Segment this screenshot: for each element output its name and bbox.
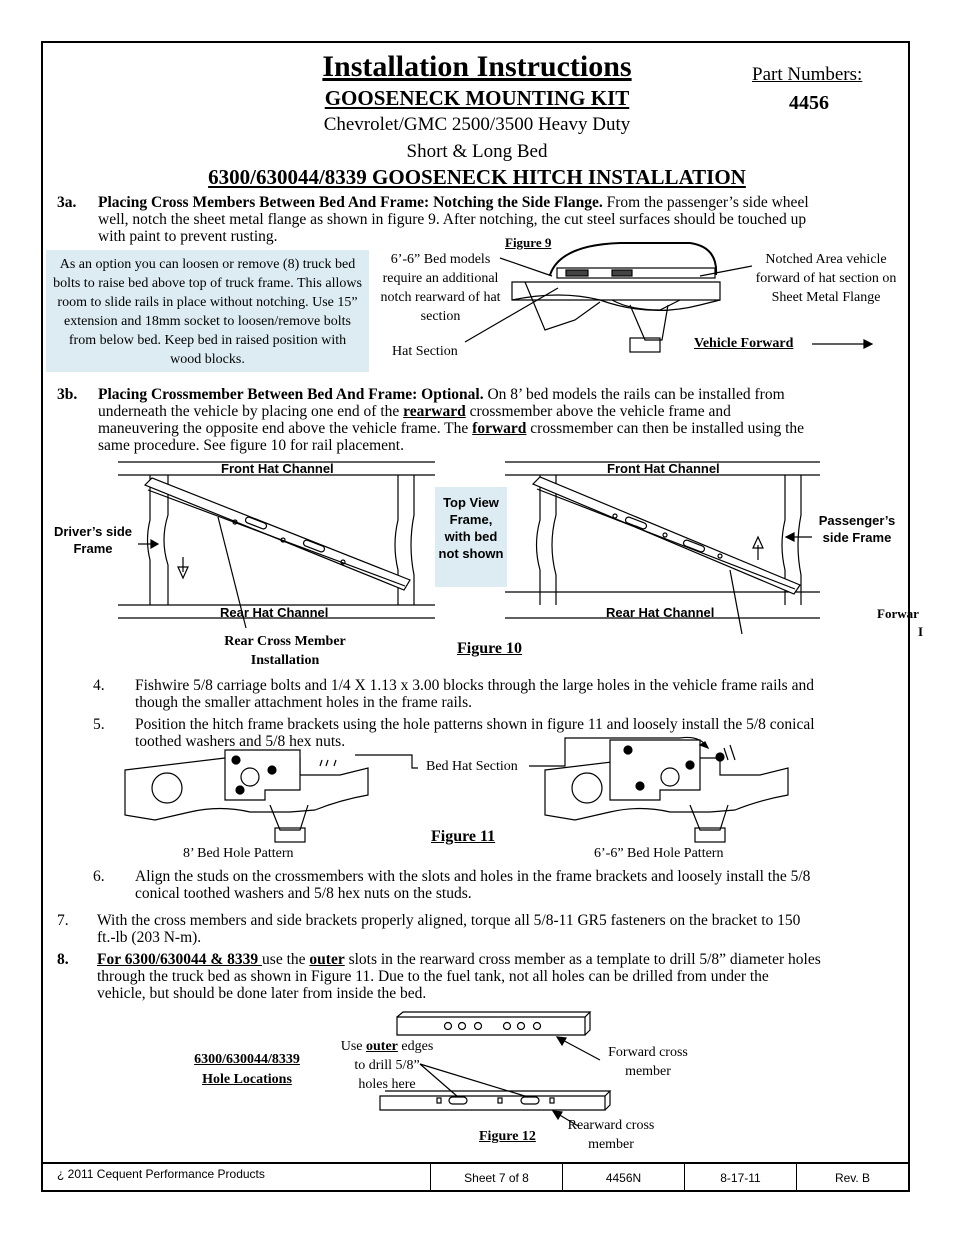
figure-11-caption: Figure 11 [431,828,496,845]
step-3b-line4: same procedure. See figure 10 for rail placement. [98,437,404,454]
bed-hat-label: Bed Hat Section [426,759,518,774]
hat-section-label: Hat Section [392,344,458,359]
forward-emphasis: forward [472,420,527,437]
step-3b-text3b: crossmember can then be installed using the [526,420,805,437]
front-hat-right: Front Hat Channel [607,461,720,476]
use-text: Use [340,1039,366,1054]
step-8-text1a: use the [262,951,310,968]
figure-10-caption: Figure 10 [457,640,523,657]
step-4-line1: Fishwire 5/8 carriage bolts and 1/4 X 1.13 x 3.00 blocks through the large holes in the vehicle frame rails and [135,677,814,694]
vehicle-forward-label: Vehicle Forward [694,336,794,351]
step-6-line1: Align the studs on the crossmembers with the slots and holes in the frame brackets and loosely install the 5/8 [135,868,811,885]
step-3b-text1: On 8’ bed models the rails can be installed from [483,386,785,403]
step-3a-num: 3a. [57,194,77,211]
step-3b-num: 3b. [57,386,78,403]
hitch-heading: 6300/630044/8339 GOOSENECK HITCH INSTALLATION [208,165,746,189]
drill-text: to drill 5/8” [354,1058,420,1073]
rear-hat-right: Rear Hat Channel [606,605,715,620]
forward-cut-label-2: I [918,624,924,639]
passengers-side-label: Passenger’s side Frame [818,513,896,545]
step-7-line2: ft.-lb (203 N-m). [97,929,202,946]
pattern-66-label: 6’-6” Bed Hole Pattern [594,846,724,861]
step-5-num: 5. [93,716,105,733]
step-3b-text2a: underneath the vehicle by placing one end of the [98,403,404,420]
rear-hat-left: Rear Hat Channel [220,605,329,620]
top-view-box: Top View Frame, with bed not shown [435,487,507,587]
forward-cross-label: Forward cross member [608,1045,688,1079]
page-title: Installation Instructions [322,50,632,83]
front-hat-left: Front Hat Channel [221,461,334,476]
step-5-line1: Position the hitch frame brackets using the hole patterns shown in figure 11 and loosely install the 5/8 conical [135,716,815,733]
step-3b-heading: Placing Crossmember Between Bed And Frame: Optional. [98,386,484,403]
footer-doc-number: 4456N [562,1164,684,1192]
step-8-text1b: slots in the rearward cross member as a template to drill 5/8” diameter holes [344,951,821,968]
pattern-8-label: 8’ Bed Hole Pattern [183,846,294,861]
holes-here-text: holes here [358,1077,416,1092]
step-7-num: 7. [57,912,69,929]
bed-line: Short & Long Bed [406,141,548,162]
notched-area-label: Notched Area vehicle forward of hat section on Sheet Metal Flange [755,252,897,305]
footer-sheet: Sheet 7 of 8 [430,1164,562,1192]
note-box: As an option you can loosen or remove (8) truck bed bolts to raise bed above top of truck frame. This allows room to slide rails in place without notching. Use 15” extension and 18mm socket to loosen/remove bolts from below bed. Keep bed in raised position with wood blocks. [46,250,369,372]
step-7-line1: With the cross members and side brackets properly aligned, torque all 5/8-11 GR5 fasteners on the bracket to 150 [97,912,801,929]
figure-12-caption: Figure 12 [479,1129,536,1144]
step-3a-line2: well, notch the sheet metal flange as shown in figure 9. After notching, the cut steel surfaces should be touched up [98,211,807,228]
vehicle-line: Chevrolet/GMC 2500/3500 Heavy Duty [323,114,631,135]
hole-locations-models: 6300/630044/8339 [194,1052,300,1067]
kit-name: GOOSENECK MOUNTING KIT [324,86,630,110]
step-8-model: For 6300/630044 & 8339 [97,951,263,968]
hole-locations-title: Hole Locations [202,1072,292,1087]
rear-cross-label: Rear Cross Member Installation [224,634,346,668]
footer-copyright: ¿ 2011 Cequent Performance Products [57,1167,265,1181]
part-numbers-label: Part Numbers: [752,64,863,85]
footer-date: 8-17-11 [684,1164,796,1192]
step-5-line2: toothed washers and 5/8 hex nuts. [135,733,346,750]
outer-text: outer [366,1039,398,1054]
step-3a-line3: with paint to prevent rusting. [98,228,278,245]
footer [43,1162,908,1192]
footer-revision: Rev. B [796,1164,908,1192]
step-8-num: 8. [57,951,69,968]
step-3a-text: From the passenger’s side wheel [602,194,809,211]
step-8-line2: through the truck bed as shown in Figure 11. Due to the fuel tank, not all holes can be drilled from under the [97,968,769,985]
step-3b-text2b: crossmember above the vehicle frame and [465,403,731,420]
forward-cut-label: Forwar [877,606,919,621]
step-4-num: 4. [93,677,105,694]
rearward-emphasis: rearward [403,403,466,420]
bed-models-label: 6’-6” Bed models require an additional notch rearward of hat section [380,252,501,324]
drivers-side-label: Driver’s side Frame [53,524,133,556]
step-6-num: 6. [93,868,105,885]
step-3a-heading: Placing Cross Members Between Bed And Frame: Notching the Side Flange. [98,194,603,211]
edges-text: edges [397,1039,434,1054]
step-3b-text3a: maneuvering the opposite end above the vehicle frame. The [98,420,473,437]
step-4-line2: though the smaller attachment holes in the frame rails. [135,694,473,711]
step-6-line2: conical toothed washers and 5/8 hex nuts on the studs. [135,885,472,902]
part-number: 4456 [789,92,829,114]
outer-emphasis: outer [309,951,345,968]
rearward-cross-label: Rearward cross member [567,1118,655,1152]
step-8-line3: vehicle, but should be done later from inside the bed. [97,985,427,1002]
figure-9-caption: Figure 9 [505,235,552,250]
